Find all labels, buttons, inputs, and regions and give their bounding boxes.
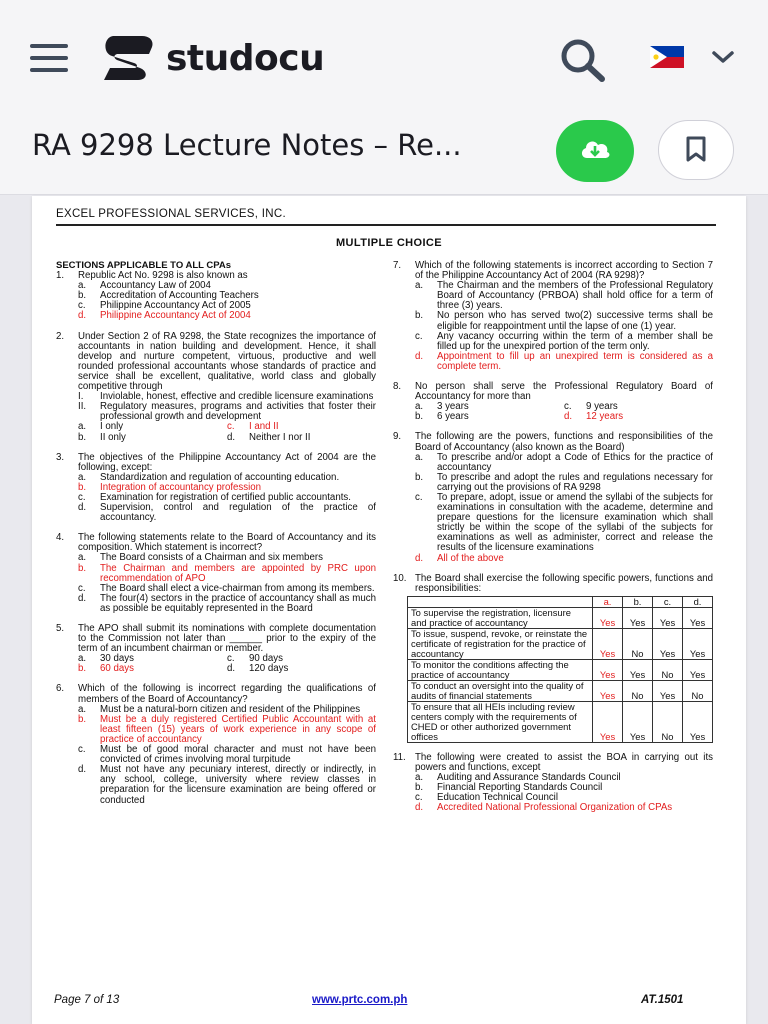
question-number: 6. bbox=[56, 683, 65, 695]
option-text: The Chairman and members are appointed by PRC upon recommendation of APO bbox=[100, 562, 376, 584]
answer-option bbox=[56, 745, 376, 765]
option-letter: c. bbox=[415, 792, 423, 804]
row-label: To monitor the conditions affecting the practice of accountancy bbox=[408, 659, 593, 680]
answer-option-correct bbox=[564, 412, 713, 422]
question-text: Under Section 2 of RA 9298, the State recognizes the importance of accountants in nation building and development. Hence, it shall develop and nurture competent, virtuous, productive and well rounded professional accountants whose standards of practice and service shall be excellent, qualitative, world class and globally competitive through bbox=[78, 330, 376, 393]
table-cell: Yes bbox=[623, 659, 653, 680]
option-letter: c. bbox=[78, 491, 86, 503]
option-text: Philippine Accountancy Act of 2004 bbox=[100, 310, 251, 322]
option-letter: d. bbox=[227, 663, 236, 675]
option-letter: a. bbox=[415, 401, 424, 413]
question-text: Republic Act No. 9298 is also known as bbox=[78, 270, 248, 282]
table-row bbox=[408, 607, 713, 628]
table-header-row bbox=[408, 596, 713, 607]
option-text: I only bbox=[100, 421, 124, 433]
question-number: 10. bbox=[393, 572, 407, 584]
option-text: To prescribe and/or adopt a Code of Ethics for the practice of accountancy bbox=[437, 451, 713, 473]
question-text: The objectives of the Philippine Accountancy Act of 2004 are the following, except: bbox=[78, 451, 376, 473]
answer-option-correct bbox=[393, 554, 713, 564]
question-number: 11. bbox=[393, 751, 406, 763]
question-number: 5. bbox=[56, 623, 65, 634]
option-letter: b. bbox=[415, 310, 424, 322]
question-text: The APO shall submit its nominations with complete documentation to the Commission not later than ______ prior to the expiry of the term of an incumbent chairman or member. bbox=[78, 623, 376, 655]
answer-option bbox=[56, 503, 376, 523]
question-item bbox=[393, 432, 713, 563]
column-header: b. bbox=[623, 596, 653, 607]
option-letter: a. bbox=[78, 280, 87, 292]
document-code: AT.1501 bbox=[641, 994, 684, 1006]
option-text: Must be a natural-born citizen and resident of the Philippines bbox=[100, 703, 361, 715]
option-text: To prepare, adopt, issue or amend the syllabi of the subjects for examinations in consultation with the academe, determine and prepare questions for the licensure examination which shall strictly be within the scope of the syllabi of the subjects for examinations as well as administer, correct and release the results of the licensure examinations bbox=[437, 491, 713, 554]
answer-option bbox=[78, 433, 227, 443]
question-number: 7. bbox=[393, 260, 402, 271]
option-text: Must be of good moral character and must not have been convicted of crimes involving moral turpitude bbox=[100, 744, 376, 766]
option-text: Neither I nor II bbox=[249, 431, 311, 443]
option-text: Must not have any pecuniary interest, directly or indirectly, in any school, college, university where review classes in preparation for the licensure examination are being offered or conducted bbox=[100, 764, 376, 806]
website-link[interactable]: www.prtc.com.ph bbox=[312, 994, 408, 1006]
question-number: 3. bbox=[56, 451, 65, 463]
answer-option bbox=[56, 765, 376, 805]
roman-statement bbox=[56, 402, 376, 422]
row-label: To conduct an oversight into the quality of audits of financial statements bbox=[408, 680, 593, 701]
option-letter: b. bbox=[78, 713, 87, 725]
option-text: 90 days bbox=[249, 653, 283, 665]
answer-option-row bbox=[56, 664, 376, 674]
option-letter: a. bbox=[78, 703, 87, 715]
search-icon[interactable] bbox=[556, 36, 608, 82]
option-letter: b. bbox=[415, 782, 424, 794]
option-text: 30 days bbox=[100, 653, 134, 665]
table-cell: Yes bbox=[683, 628, 713, 659]
table-corner-cell bbox=[408, 596, 593, 607]
row-label: To ensure that all HEIs including review centers comply with the requirements of CHED or other authorized government offices bbox=[408, 701, 593, 742]
header-rule bbox=[56, 224, 716, 226]
option-letter: c. bbox=[415, 330, 423, 342]
option-text: To prescribe and adopt the rules and regulations necessary for carrying out the provisions of RA 9298 bbox=[437, 471, 713, 493]
option-text: All of the above bbox=[437, 552, 504, 564]
table-cell: Yes bbox=[683, 701, 713, 742]
option-text: 3 years bbox=[437, 401, 469, 413]
question-text: The Board shall exercise the following specific powers, functions and responsibilities: bbox=[415, 572, 713, 594]
table-row bbox=[408, 701, 713, 742]
table-cell: Yes bbox=[623, 701, 653, 742]
option-letter: c. bbox=[227, 653, 235, 665]
table-cell: Yes bbox=[683, 659, 713, 680]
question-stem bbox=[56, 624, 376, 654]
answer-option-correct bbox=[393, 352, 713, 372]
option-text: I and II bbox=[249, 421, 279, 433]
document-title: RA 9298 Lecture Notes – Re... bbox=[32, 128, 462, 162]
question-number: 1. bbox=[56, 270, 65, 282]
question-item bbox=[393, 574, 713, 743]
answer-option bbox=[393, 453, 713, 473]
table-cell: No bbox=[653, 701, 683, 742]
option-text: Philippine Accountancy Act of 2005 bbox=[100, 300, 251, 312]
option-letter: a. bbox=[78, 552, 87, 564]
table-cell: Yes bbox=[653, 628, 683, 659]
answer-option-correct bbox=[56, 715, 376, 745]
page-number: Page 7 of 13 bbox=[54, 994, 120, 1006]
question-number: 9. bbox=[393, 431, 402, 443]
answer-option-correct bbox=[56, 564, 376, 584]
document-page bbox=[32, 196, 746, 1024]
philippines-flag-icon[interactable] bbox=[650, 46, 684, 68]
option-letter: d. bbox=[415, 802, 424, 814]
option-text: Accredited National Professional Organization of CPAs bbox=[437, 802, 673, 814]
table-row bbox=[408, 659, 713, 680]
cloud-download-icon bbox=[578, 136, 612, 164]
option-letter: a. bbox=[78, 421, 87, 433]
option-text: The four(4) sectors in the practice of accountancy shall as much as possible be equitably represented in the Board bbox=[100, 592, 376, 614]
question-stem bbox=[56, 453, 376, 473]
right-question-list bbox=[393, 261, 713, 813]
option-letter: b. bbox=[78, 431, 87, 443]
question-item bbox=[393, 261, 713, 372]
question-stem bbox=[56, 684, 376, 704]
statement-numeral: I. bbox=[78, 391, 84, 403]
studocu-logo-mark-icon bbox=[96, 32, 158, 84]
option-text: Education Technical Council bbox=[437, 792, 558, 804]
column-header: d. bbox=[683, 596, 713, 607]
option-letter: b. bbox=[415, 471, 424, 483]
answer-option-correct bbox=[227, 422, 376, 432]
row-label: To issue, suspend, revoke, or reinstate the certificate of registration for the practice of accountancy bbox=[408, 628, 593, 659]
studocu-logo[interactable] bbox=[96, 32, 324, 84]
question-number: 8. bbox=[393, 381, 402, 393]
download-button[interactable] bbox=[556, 120, 634, 182]
answer-option bbox=[393, 311, 713, 331]
question-item bbox=[393, 753, 713, 814]
option-text: Appointment to fill up an unexpired term is considered as a complete term. bbox=[437, 350, 713, 372]
answer-option-row bbox=[393, 412, 713, 422]
answer-table bbox=[407, 596, 713, 743]
option-text: Must be a duly registered Certified Public Accountant with at least fifteen (15) years of work experience in any scope of practice of accountancy bbox=[100, 713, 376, 745]
option-text: No person who has served two(2) successive terms shall be eligible for reappointment until the lapse of one (1) year. bbox=[437, 310, 713, 332]
option-letter: d. bbox=[564, 411, 573, 423]
question-stem bbox=[56, 533, 376, 553]
option-letter: b. bbox=[78, 562, 87, 574]
table-row bbox=[408, 680, 713, 701]
document-title-bar bbox=[0, 120, 768, 195]
option-text: Auditing and Assurance Standards Council bbox=[437, 772, 621, 783]
answer-option-correct bbox=[393, 803, 713, 813]
option-text: Examination for registration of certified public accountants. bbox=[100, 491, 351, 503]
page-header: EXCEL PROFESSIONAL SERVICES, INC. bbox=[56, 208, 286, 220]
option-text: The Chairman and the members of the Professional Regulatory Board of Accountancy (PRBOA) shall hold office for a term of three (3) years. bbox=[437, 280, 713, 312]
option-text: Integration of accountancy profession bbox=[100, 481, 262, 493]
option-text: II only bbox=[100, 431, 126, 443]
question-item bbox=[393, 382, 713, 422]
option-text: Standardization and regulation of accounting education. bbox=[100, 471, 340, 483]
answer-option-correct bbox=[56, 311, 376, 321]
table-cell: No bbox=[683, 680, 713, 701]
option-letter: c. bbox=[78, 744, 86, 756]
option-letter: d. bbox=[78, 310, 87, 322]
table-cell: No bbox=[623, 680, 653, 701]
answer-option bbox=[227, 433, 376, 443]
option-text: 9 years bbox=[586, 401, 618, 413]
option-text: 120 days bbox=[249, 663, 289, 675]
option-text: Supervision, control and regulation of the practice of accountancy. bbox=[100, 502, 376, 524]
option-letter: d. bbox=[78, 592, 87, 604]
answer-option bbox=[78, 422, 227, 432]
option-letter: b. bbox=[78, 290, 87, 302]
right-column bbox=[393, 261, 713, 823]
option-letter: d. bbox=[227, 431, 236, 443]
question-text: The following are the powers, functions and responsibilities of the Board of Accountancy (also known as the Board) bbox=[415, 431, 713, 453]
option-letter: c. bbox=[227, 421, 235, 433]
left-column bbox=[56, 261, 376, 816]
question-stem bbox=[393, 432, 713, 452]
top-navigation-bar bbox=[0, 0, 768, 120]
table-row bbox=[408, 628, 713, 659]
table-cell: Yes bbox=[683, 607, 713, 628]
option-letter: c. bbox=[78, 582, 86, 594]
table-cell: Yes bbox=[593, 628, 623, 659]
option-text: The Board consists of a Chairman and six members bbox=[100, 552, 323, 564]
question-item bbox=[56, 453, 376, 524]
question-text: The following statements relate to the Board of Accountancy and its composition. Which statement is incorrect? bbox=[78, 532, 376, 554]
option-letter: d. bbox=[415, 552, 424, 564]
section-title: MULTIPLE CHOICE bbox=[335, 237, 442, 249]
option-text: Accountancy Law of 2004 bbox=[100, 280, 211, 292]
question-item bbox=[56, 533, 376, 614]
option-letter: d. bbox=[78, 764, 87, 776]
option-letter: a. bbox=[78, 471, 87, 483]
table-cell: Yes bbox=[593, 659, 623, 680]
answer-option bbox=[227, 664, 376, 674]
option-letter: a. bbox=[415, 772, 424, 783]
bookmark-icon bbox=[685, 136, 707, 162]
question-item bbox=[56, 624, 376, 674]
question-stem bbox=[393, 382, 713, 402]
option-text: Any vacancy occurring within the term of a member shall be filled up for the unexpired portion of the term only. bbox=[437, 330, 713, 352]
statement-text: Inviolable, honest, effective and credible licensure examinations bbox=[100, 391, 374, 403]
question-number: 4. bbox=[56, 532, 65, 544]
answer-option bbox=[393, 473, 713, 493]
row-label: To supervise the registration, licensure and practice of accountancy bbox=[408, 607, 593, 628]
table-cell: Yes bbox=[593, 680, 623, 701]
chevron-down-icon[interactable] bbox=[710, 48, 736, 66]
table-cell: No bbox=[623, 628, 653, 659]
question-text: The following were created to assist the BOA in carrying out its powers and functions, except bbox=[415, 751, 713, 773]
column-header: a. bbox=[593, 596, 623, 607]
option-letter: c. bbox=[415, 491, 423, 503]
question-item bbox=[56, 332, 376, 443]
option-letter: c. bbox=[564, 401, 572, 413]
table-cell: Yes bbox=[653, 680, 683, 701]
answer-option-row bbox=[56, 433, 376, 443]
option-text: 6 years bbox=[437, 411, 469, 423]
option-text: Financial Reporting Standards Council bbox=[437, 782, 603, 794]
option-letter: a. bbox=[415, 451, 424, 463]
option-text: 12 years bbox=[586, 411, 624, 423]
question-text: Which of the following statements is incorrect according to Section 7 of the Philippine Accountancy Act of 2004 (RA 9298)? bbox=[415, 260, 713, 282]
table-cell: Yes bbox=[653, 607, 683, 628]
answer-option bbox=[415, 412, 564, 422]
brand-name: studocu bbox=[166, 37, 325, 79]
table-cell: No bbox=[653, 659, 683, 680]
column-header: c. bbox=[653, 596, 683, 607]
option-text: 60 days bbox=[100, 663, 134, 675]
table-cell: Yes bbox=[593, 607, 623, 628]
answer-option-row bbox=[56, 422, 376, 432]
question-stem bbox=[393, 261, 713, 281]
table-cell: Yes bbox=[593, 701, 623, 742]
question-stem bbox=[393, 574, 713, 594]
answer-option bbox=[56, 594, 376, 614]
option-letter: c. bbox=[78, 300, 86, 312]
option-letter: b. bbox=[78, 663, 87, 675]
question-item bbox=[56, 271, 376, 321]
statement-text: Regulatory measures, programs and activities that foster their professional growth and development bbox=[100, 401, 376, 423]
option-text: Accreditation of Accounting Teachers bbox=[100, 290, 259, 302]
table-cell: Yes bbox=[623, 607, 653, 628]
answer-option-correct bbox=[78, 664, 227, 674]
statement-numeral: II. bbox=[78, 401, 87, 413]
menu-icon[interactable] bbox=[30, 44, 68, 74]
section-heading: SECTIONS APPLICABLE TO ALL CPAs bbox=[56, 260, 232, 271]
question-stem bbox=[56, 332, 376, 393]
option-letter: d. bbox=[415, 350, 424, 362]
question-text: No person shall serve the Professional Regulatory Board of Accountancy for more than bbox=[415, 381, 713, 403]
question-number: 2. bbox=[56, 330, 65, 342]
answer-option bbox=[393, 493, 713, 554]
bookmark-button[interactable] bbox=[658, 120, 734, 180]
option-letter: a. bbox=[78, 653, 87, 665]
question-stem bbox=[393, 753, 713, 773]
question-item bbox=[56, 684, 376, 805]
left-question-list bbox=[56, 271, 376, 806]
answer-option bbox=[393, 281, 713, 311]
option-letter: a. bbox=[415, 280, 424, 292]
option-letter: d. bbox=[78, 502, 87, 514]
question-text: Which of the following is incorrect regarding the qualifications of members of the Board of Accountancy? bbox=[78, 683, 376, 705]
option-text: The Board shall elect a vice-chairman from among its members. bbox=[100, 582, 375, 594]
option-letter: b. bbox=[78, 481, 87, 493]
answer-option bbox=[393, 332, 713, 352]
option-letter: b. bbox=[415, 411, 424, 423]
